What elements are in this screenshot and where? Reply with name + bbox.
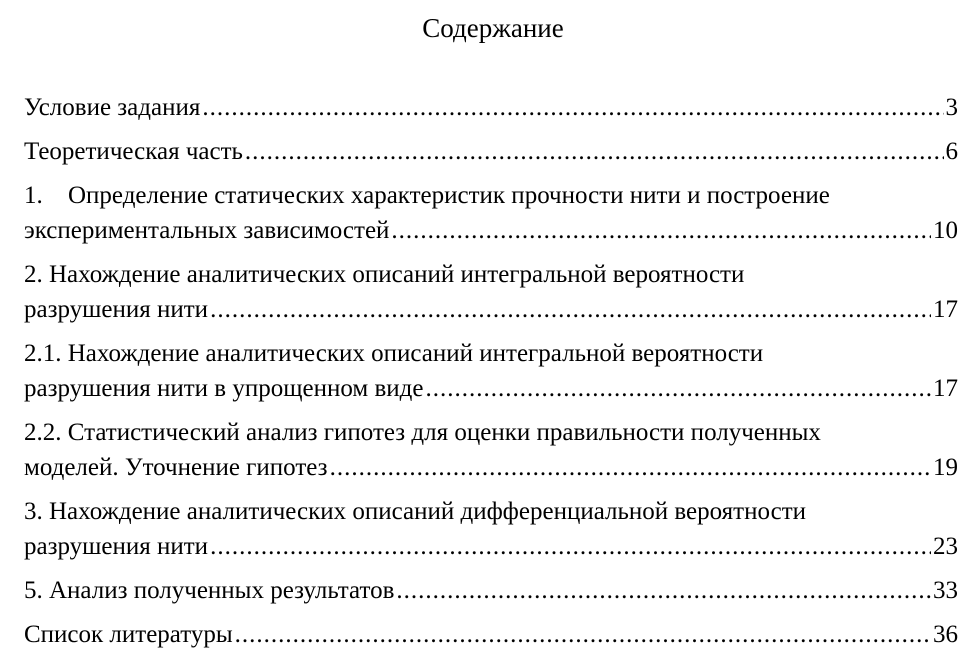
toc-page-number: 6 xyxy=(945,138,958,165)
toc-entry-title-cont: разрушения нити в упрощенном виде xyxy=(24,375,424,402)
toc-entry-section-2[interactable] xyxy=(24,257,958,327)
toc-entry-section-2-1[interactable] xyxy=(24,336,958,406)
dot-leader xyxy=(210,529,931,564)
table-of-contents xyxy=(24,90,958,661)
toc-section-number: 1. xyxy=(24,182,43,209)
dot-leader xyxy=(425,371,931,406)
toc-entry-theory[interactable] xyxy=(24,134,958,169)
toc-entry-title-line: 2.1. Нахождение аналитических описаний интегральной вероятности xyxy=(24,340,764,367)
toc-entry-title-line: 2. Нахождение аналитических описаний интегральной вероятности xyxy=(24,261,745,288)
toc-entry-title-cont: разрушения нити xyxy=(24,533,209,560)
toc-entry-title-line: 3. Нахождение аналитических описаний дифференциальной вероятности xyxy=(24,498,807,525)
toc-entry-title: Условие задания xyxy=(24,94,201,121)
toc-page-number: 17 xyxy=(933,375,958,402)
toc-entry-title-line: Определение статических характеристик прочности нити и построение xyxy=(68,182,830,209)
dot-leader xyxy=(245,134,944,169)
dot-leader xyxy=(330,450,931,485)
toc-page-number: 3 xyxy=(945,94,958,121)
toc-page-number: 36 xyxy=(933,621,958,648)
toc-page-number: 23 xyxy=(933,533,958,560)
toc-entry-title: Список литературы xyxy=(24,621,233,648)
toc-entry-task-conditions[interactable] xyxy=(24,90,958,125)
dot-leader xyxy=(235,617,931,652)
toc-entry-section-3[interactable] xyxy=(24,494,958,564)
toc-page-number: 19 xyxy=(933,454,958,481)
dot-leader xyxy=(396,573,931,608)
dot-leader xyxy=(391,213,931,248)
toc-page-number: 17 xyxy=(933,296,958,323)
toc-entry-section-2-2[interactable] xyxy=(24,415,958,485)
toc-entry-title: Теоретическая часть xyxy=(24,138,243,165)
toc-entry-title-line: 2.2. Статистический анализ гипотез для оценки правильности полученных xyxy=(24,419,821,446)
toc-entry-references[interactable] xyxy=(24,617,958,652)
dot-leader xyxy=(202,90,943,125)
page-title: Содержание xyxy=(422,13,564,43)
toc-entry-title-cont: экспериментальных зависимостей xyxy=(24,217,390,244)
toc-page-number: 33 xyxy=(933,577,958,604)
toc-page-number: 10 xyxy=(933,217,958,244)
toc-entry-title-cont: разрушения нити xyxy=(24,296,209,323)
toc-entry-title: 5. Анализ полученных результатов xyxy=(24,577,395,604)
dot-leader xyxy=(210,292,931,327)
toc-entry-section-1[interactable] xyxy=(24,178,958,248)
toc-entry-title-cont: моделей. Уточнение гипотез xyxy=(24,454,328,481)
toc-entry-section-5[interactable] xyxy=(24,573,958,608)
